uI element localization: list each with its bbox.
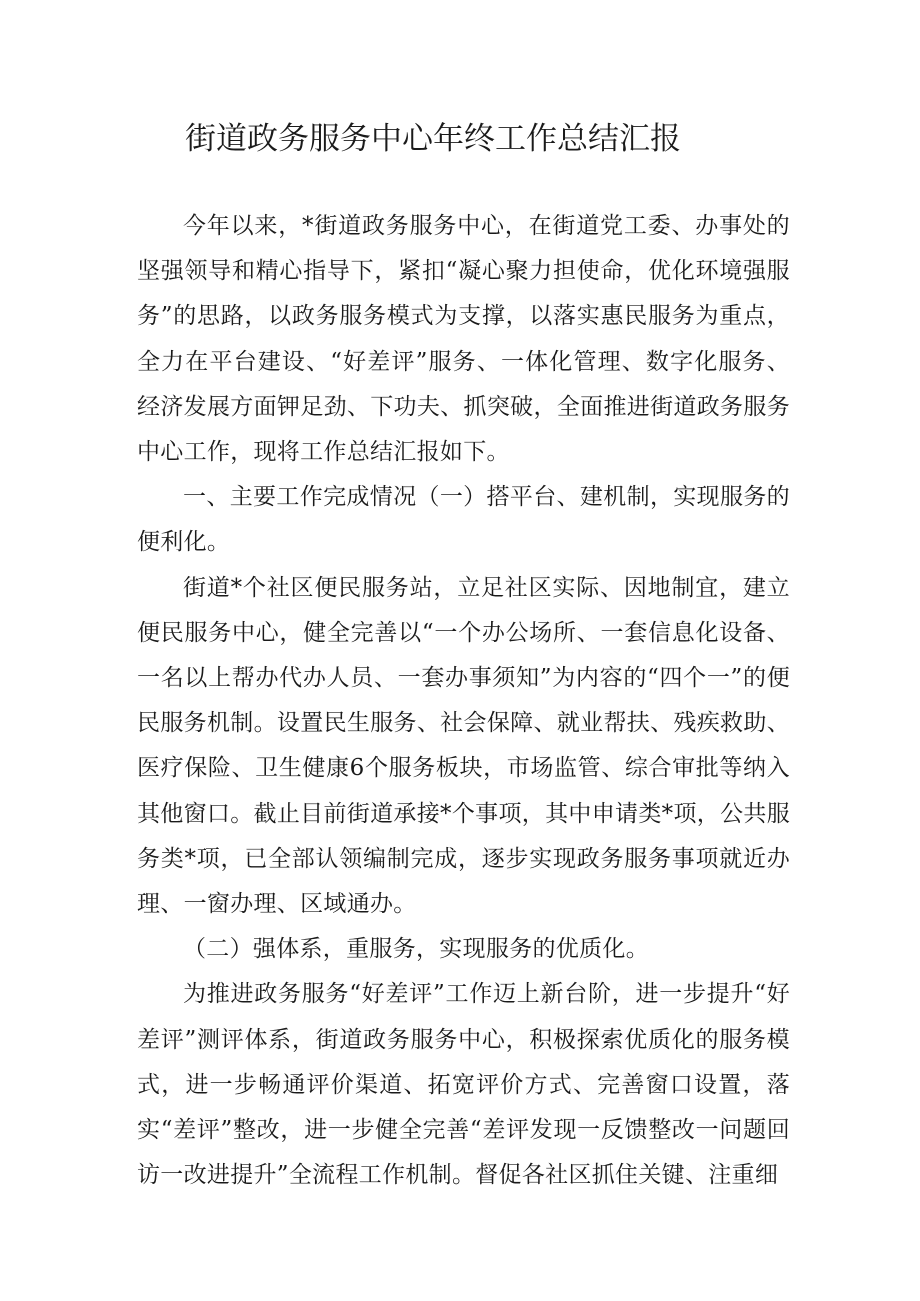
section-heading-system-service: （二）强体系，重服务，实现服务的优质化。 xyxy=(183,936,649,963)
paragraph-platform-mechanism: 街道*个社区便民服务站，立足社区实际、因地制宜，建立便民服务中心，健全完善以“一个办公场所、一套信息化设备、一名以上帮办代办人员、一套办事须知”为内容的“四个一”的便民服务机制。设置民生服务、社会保障、就业帮扶、残疾救助、医疗保险、卫生健康6个服务板块，市场监管、综合审批等纳入其他窗口。截止目前街道承接*个事项，其中申请类*项，公共服务类*项，已全部认领编制完成，逐步实现政务服务事项就近办理、一窗办理、区域通办。 xyxy=(137,574,790,918)
paragraph-intro: 今年以来，*街道政务服务中心，在街道党工委、办事处的坚强领导和精心指导下，紧扣“凝心聚力担使命，优化环境强服务”的思路，以政务服务模式为支撑，以落实惠民服务为重点，全力在平台建设、“好差评”服务、一体化管理、数字化服务、经济发展方面钾足劲、下功夫、抓突破，全面推进街道政务服务中心工作，现将工作总结汇报如下。 xyxy=(137,213,790,466)
section-heading-main-work: 一、主要工作完成情况（一）搭平台、建机制，实现服务的便利化。 xyxy=(137,484,790,556)
paragraph-good-bad-review: 为推进政务服务“好差评”工作迈上新台阶，进一步提升“好差评”测评体系，街道政务服务中心，积极探索优质化的服务模式，进一步畅通评价渠道、拓宽评价方式、完善窗口设置，落实“差评”整改，进一步健全完善“差评发现一反馈整改一问题回访一改进提升”全流程工作机制。督促各社区抓住关键、注重细 xyxy=(137,981,790,1189)
document-title: 街道政务服务中心年终工作总结汇报 xyxy=(185,121,681,157)
